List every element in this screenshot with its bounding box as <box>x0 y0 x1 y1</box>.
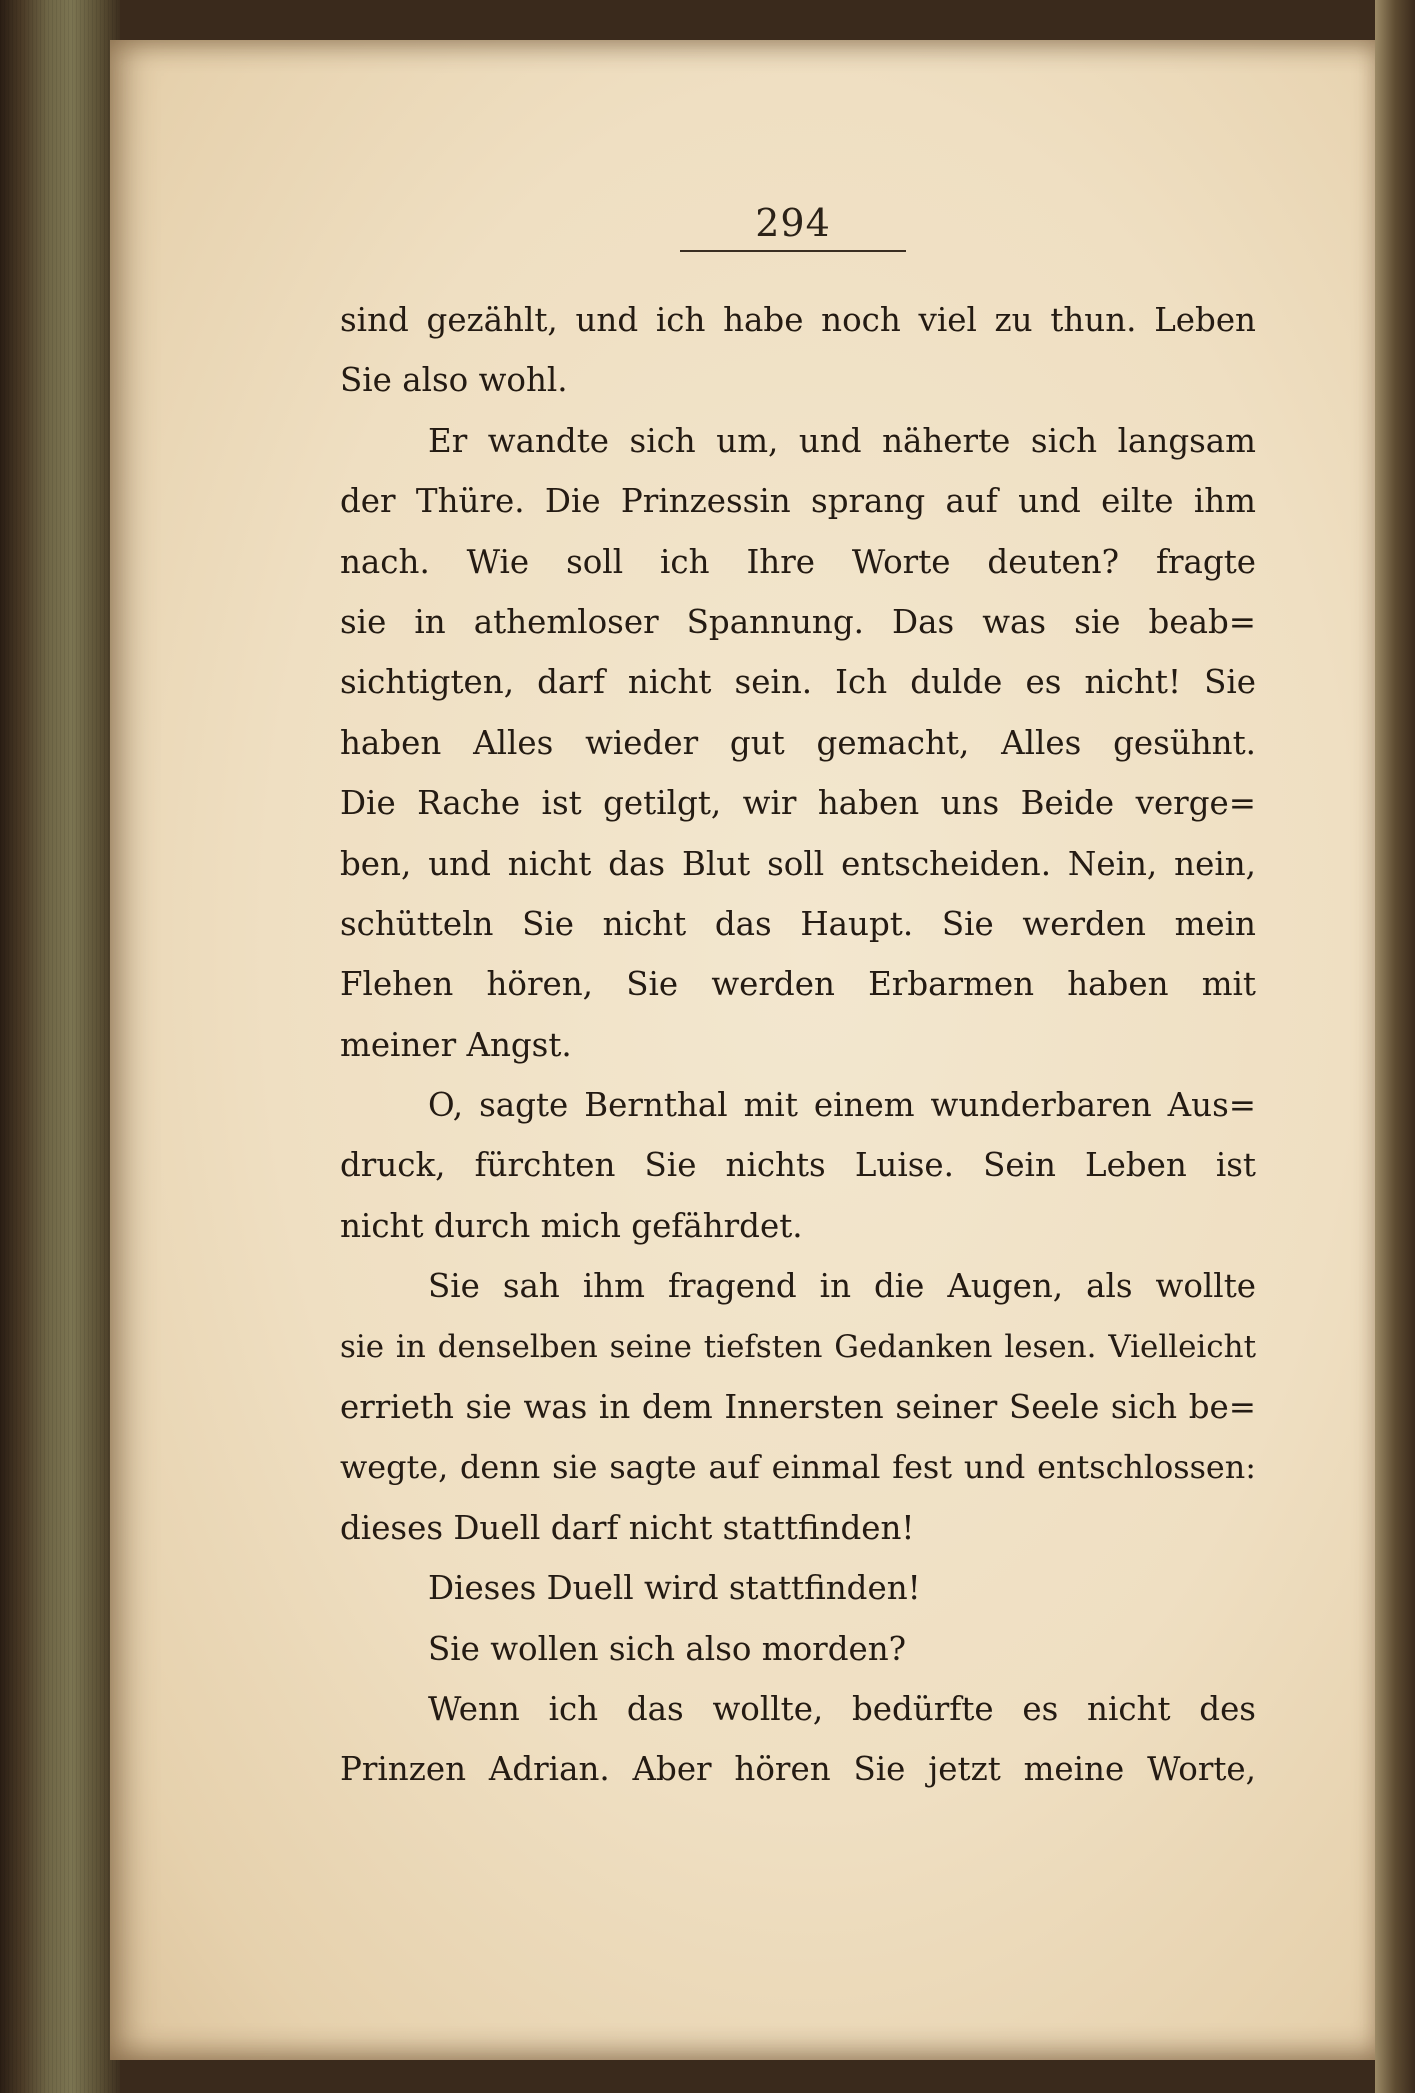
text-line: nicht durch mich gefährdet. <box>340 1206 803 1245</box>
book-right-edge <box>1375 0 1415 2093</box>
text-line: O, sagte Bernthal mit einem wunderbaren Aus= <box>428 1086 1256 1125</box>
text-line: Die Rache ist getilgt, wir haben uns Beide verge= <box>340 784 1256 823</box>
text-line: Er wandte sich um, und näherte sich langsam <box>428 421 1256 460</box>
text-line: wegte, denn sie sagte auf einmal fest und entschlossen: <box>340 1448 1256 1487</box>
body-text <box>340 290 1256 1800</box>
text-line: Sie wollen sich also morden? <box>428 1629 907 1668</box>
text-line: sie in athemloser Spannung. Das was sie beab= <box>340 602 1256 641</box>
page-number: 294 <box>755 201 831 245</box>
text-line: meiner Angst. <box>340 1025 572 1064</box>
text-line: dieses Duell darf nicht stattfinden! <box>340 1508 915 1547</box>
text-line: haben Alles wieder gut gemacht, Alles gesühnt. <box>340 723 1256 762</box>
text-line: sichtigten, darf nicht sein. Ich dulde es nicht! Sie <box>340 663 1256 702</box>
book-text-block-edge <box>0 0 120 2093</box>
text-line: druck, fürchten Sie nichts Luise. Sein Leben ist <box>340 1146 1256 1185</box>
text-line: sind gezählt, und ich habe noch viel zu thun. Leben <box>340 301 1256 339</box>
text-line: Flehen hören, Sie werden Erbarmen haben mit <box>340 965 1256 1004</box>
text-line: Dieses Duell wird stattfinden! <box>428 1569 921 1608</box>
text-line: der Thüre. Die Prinzessin sprang auf und eilte ihm <box>340 482 1256 521</box>
text-line: Prinzen Adrian. Aber hören Sie jetzt meine Worte, <box>340 1750 1256 1789</box>
page-header <box>680 200 906 252</box>
text-line: ben, und nicht das Blut soll entscheiden. Nein, nein, <box>340 844 1256 883</box>
header-rule <box>680 250 906 252</box>
text-line: nach. Wie soll ich Ihre Worte deuten? fragte <box>340 542 1256 581</box>
text-line: Sie also wohl. <box>340 361 568 400</box>
text-line: schütteln Sie nicht das Haupt. Sie werden mein <box>340 904 1256 943</box>
text-line: Wenn ich das wollte, bedürfte es nicht des <box>428 1689 1256 1728</box>
text-line: errieth sie was in dem Innersten seiner Seele sich be= <box>340 1388 1256 1427</box>
text-line: Sie sah ihm fragend in die Augen, als wollte <box>428 1267 1256 1306</box>
text-line: sie in denselben seine tiefsten Gedanken lesen. Vielleicht <box>340 1328 1256 1365</box>
